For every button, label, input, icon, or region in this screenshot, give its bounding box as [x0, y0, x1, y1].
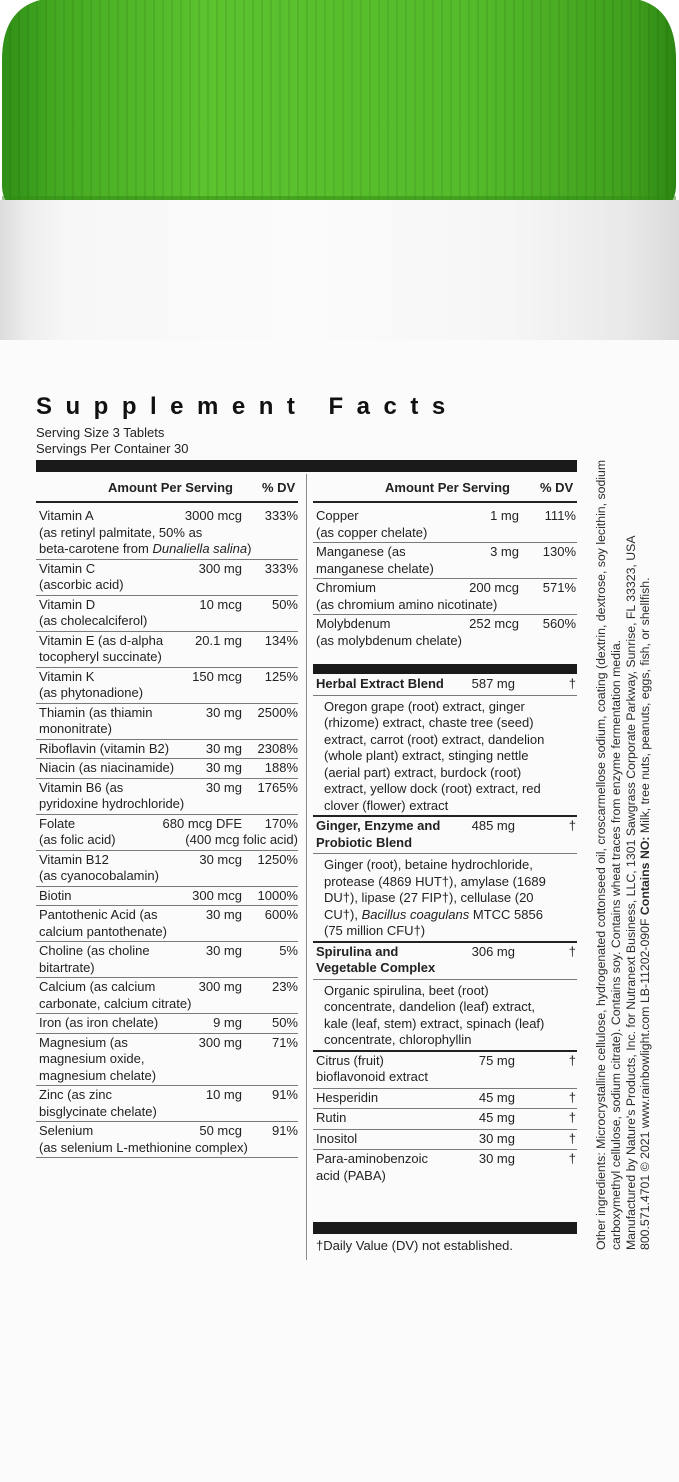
- blend-ingredients: DU†), lipase (27 FIP†), cellulase (20: [324, 890, 534, 905]
- nutrient-source: (as selenium L-methionine complex): [39, 1139, 248, 1155]
- row-divider: [36, 1121, 298, 1122]
- row-divider: [36, 814, 298, 815]
- blend-ingredients: (rhizome) extract, chaste tree (seed): [324, 715, 534, 730]
- mineral-source: (as molybdenum chelate): [316, 632, 462, 648]
- blend-ingredients: (75 million CFU†): [324, 923, 426, 938]
- mineral-amount: 252 mcg: [469, 616, 519, 631]
- nutrient-name: Riboflavin (vitamin B2): [39, 740, 170, 756]
- blend-end-rule: [313, 941, 577, 943]
- allergen-text: Milk, tree nuts, peanuts, eggs, fish, or shellfish.: [638, 577, 653, 837]
- nutrient-amount: 20.1 mg: [195, 632, 242, 648]
- nutrient-dv: 2308%: [257, 740, 298, 756]
- nutrient-dv: 1250%: [257, 851, 298, 867]
- mineral-name: Molybdenum: [316, 616, 391, 631]
- row-divider: [36, 778, 298, 779]
- nutrient-source: mononitrate): [39, 721, 112, 736]
- row-divider: [313, 1129, 577, 1130]
- dv-header-right: % DV: [540, 480, 574, 495]
- ingredient-dv: †: [568, 1130, 576, 1146]
- nutrient-source: (as phytonadione): [39, 685, 144, 700]
- nutrient-amount: 300 mg: [198, 979, 242, 994]
- ingredient-amount: 75 mg: [478, 1052, 515, 1068]
- blend-divider: [313, 695, 577, 696]
- ingredient-name: Para-aminobenzoic: [316, 1151, 429, 1166]
- nutrient-amount: 30 mg: [205, 943, 242, 958]
- nutrient-amount: 30 mg: [205, 740, 242, 756]
- nutrient-dv: 188%: [264, 760, 298, 775]
- nutrient-dv: 50%: [271, 1015, 298, 1030]
- blend-ingredients-part-1: Bacillus coagulans: [361, 906, 470, 922]
- nutrient-amount: 30 mcg: [199, 851, 242, 867]
- ingredient-name-cont: bioflavonoid extract: [316, 1069, 429, 1084]
- nutrient-name: Niacin (as niacinamide): [39, 760, 175, 775]
- nutrient-name: Calcium (as calcium: [39, 979, 156, 994]
- ingredient-dv: †: [568, 1089, 576, 1105]
- nutrient-amount: 10 mg: [205, 1087, 242, 1102]
- ingredient-amount: 45 mg: [478, 1110, 515, 1125]
- blend-section-rule: [313, 664, 577, 674]
- nutrient-dv: 1765%: [257, 779, 298, 795]
- nutrient-dv: 5%: [279, 943, 298, 958]
- nutrient-source: carbonate, calcium citrate): [39, 995, 192, 1011]
- row-divider: [313, 578, 577, 579]
- nutrient-amount: 10 mcg: [199, 596, 242, 612]
- nutrient-amount: 3000 mcg: [184, 508, 242, 523]
- nutrient-source: pyridoxine hydrochloride): [39, 796, 185, 811]
- row-divider: [36, 631, 298, 632]
- blend-divider: [313, 979, 577, 980]
- nutrient-source: (as retinyl palmitate, 50% as: [39, 524, 203, 540]
- nutrient-source: bisglycinate chelate): [39, 1103, 157, 1119]
- nutrient-source-cont: [39, 541, 251, 558]
- blend-name-cont: Probiotic Blend: [316, 834, 413, 850]
- contains-no-label: Contains NO:: [638, 836, 653, 916]
- blend-name: Ginger, Enzyme and: [316, 818, 441, 833]
- contact-allergen-line: [638, 370, 653, 1250]
- mineral-dv: 130%: [542, 544, 576, 559]
- row-divider: [36, 905, 298, 906]
- blend-dv: †: [568, 818, 576, 833]
- amount-header-right: Amount Per Serving: [385, 480, 510, 495]
- nutrient-dv: 23%: [271, 979, 298, 994]
- nutrient-source: calcium pantothenate): [39, 923, 167, 939]
- row-divider: [313, 614, 577, 615]
- row-divider: [36, 703, 298, 704]
- bottom-rule: [313, 1222, 577, 1234]
- ingredient-dv: †: [568, 1110, 576, 1125]
- row-divider: [313, 1108, 577, 1109]
- mineral-amount: 200 mcg: [469, 580, 519, 595]
- mineral-dv: 111%: [544, 508, 576, 523]
- blend-name: Spirulina and: [316, 943, 399, 959]
- nutrient-source: (as folic acid): [39, 832, 116, 847]
- mineral-dv: 560%: [542, 616, 576, 631]
- ingredient-name: Inositol: [316, 1130, 358, 1146]
- blend-ingredients-part-2: MTCC 5856: [469, 906, 543, 922]
- blend-ingredients-part-0: CU†),: [324, 906, 362, 922]
- nutrient-dv: 134%: [264, 632, 298, 648]
- nutrient-amount-detail: (400 mcg folic acid): [185, 832, 298, 847]
- blend-ingredients: kale (leaf, stem) extract, spinach (leaf): [324, 1015, 545, 1031]
- blend-ingredients: Ginger (root), betaine hydrochloride,: [324, 857, 533, 872]
- nutrient-amount: 30 mg: [205, 760, 242, 775]
- nutrient-dv: 600%: [264, 907, 298, 922]
- nutrient-source-cont-part-0: beta-carotene from: [39, 541, 153, 556]
- nutrient-dv: 2500%: [257, 704, 298, 720]
- row-divider: [36, 739, 298, 740]
- blend-ingredients: concentrate, dandelion (leaf) extract,: [324, 999, 536, 1014]
- ingredient-dv: †: [568, 1151, 576, 1166]
- nutrient-dv: 91%: [271, 1087, 298, 1102]
- nutrient-amount: 30 mg: [205, 704, 242, 720]
- row-divider: [36, 1157, 298, 1158]
- nutrient-source: tocopheryl succinate): [39, 649, 162, 664]
- mineral-dv: 571%: [542, 580, 576, 595]
- other-ingredients-line-2: carboxymethyl cellulose, sodium citrate). Contains soy. Contains wheat traces from enzyme fermentation media.: [608, 639, 623, 1250]
- row-divider: [36, 1013, 298, 1014]
- blend-ingredients: clover (flower) extract: [324, 797, 449, 813]
- ingredients-side-text: [594, 370, 664, 1250]
- nutrient-amount: 9 mg: [213, 1015, 242, 1030]
- manufacturer-line: Manufactured by Nature's Products, Inc. for Nutranext Business, LLC, 1301 Sawgrass Corporate Parkway, Sunrise, FL 33323, USA: [623, 535, 638, 1250]
- row-divider: [36, 1033, 298, 1034]
- blend-amount: 306 mg: [471, 943, 515, 959]
- nutrient-name: Vitamin D: [39, 596, 96, 612]
- ingredient-name: Citrus (fruit): [316, 1052, 384, 1068]
- nutrient-name: Vitamin B6 (as: [39, 779, 124, 795]
- row-divider: [36, 595, 298, 596]
- nutrient-name: Iron (as iron chelate): [39, 1015, 159, 1030]
- blend-ingredients: Organic spirulina, beet (root): [324, 982, 489, 998]
- nutrient-dv: 333%: [264, 560, 298, 576]
- header-rule-left: [36, 501, 298, 503]
- mineral-name: Copper: [316, 508, 359, 523]
- row-divider: [36, 758, 298, 759]
- nutrient-name: Pantothenic Acid (as: [39, 907, 158, 922]
- nutrient-amount: 50 mcg: [199, 1123, 242, 1138]
- nutrient-source: (as cyanocobalamin): [39, 868, 159, 883]
- row-divider: [313, 1149, 577, 1150]
- blend-ingredients: extract, yellow dock (root) extract, red: [324, 781, 541, 796]
- nutrient-amount: 150 mcg: [192, 668, 242, 684]
- nutrient-name: Thiamin (as thiamin: [39, 704, 153, 720]
- blend-ingredients: [324, 907, 543, 924]
- blend-ingredients: (whole plant) extract, stinging nettle: [324, 748, 529, 763]
- nutrient-source: bitartrate): [39, 959, 95, 975]
- ingredient-dv: †: [568, 1052, 576, 1068]
- mineral-source: manganese chelate): [316, 560, 434, 576]
- nutrient-name: Magnesium (as: [39, 1034, 128, 1050]
- nutrient-name: Vitamin A: [39, 508, 94, 523]
- nutrient-dv: 170%: [264, 815, 298, 831]
- nutrient-amount: 300 mg: [198, 560, 242, 576]
- row-divider: [36, 1085, 298, 1086]
- blend-dv: †: [568, 943, 576, 959]
- servings-per-container: Servings Per Container 30: [36, 441, 189, 456]
- ingredient-name: Rutin: [316, 1110, 347, 1125]
- header-rule-right: [313, 501, 577, 503]
- nutrient-name: Vitamin B12: [39, 851, 109, 867]
- nutrient-name: Vitamin K: [39, 668, 95, 684]
- mineral-name: Manganese (as: [316, 544, 406, 559]
- nutrient-dv: 125%: [264, 668, 298, 684]
- amount-header-left: Amount Per Serving: [108, 480, 233, 495]
- nutrient-name: Vitamin E (as d-alpha: [39, 632, 164, 648]
- nutrient-dv: 50%: [271, 596, 298, 612]
- nutrient-source: magnesium oxide,: [39, 1051, 145, 1066]
- dv-header-left: % DV: [262, 480, 296, 495]
- nutrient-amount: 300 mg: [198, 1034, 242, 1050]
- other-ingredients-line-1: Other ingredients: Microcrystalline cellulose, hydrogenated cottonseed oil, croscarmellose sodium, coating (dextrin, dextrose, soy lecithin, sodium: [594, 459, 608, 1250]
- blend-ingredients: Oregon grape (root) extract, ginger: [324, 698, 525, 714]
- mineral-source: (as copper chelate): [316, 524, 428, 540]
- row-divider: [36, 977, 298, 978]
- contact-text: 800.571.4701 © 2021 www.rainbowlight.com LB-11202-090F: [638, 915, 653, 1250]
- row-divider: [313, 542, 577, 543]
- blend-name-cont: Vegetable Complex: [316, 960, 436, 975]
- nutrient-dv: 1000%: [257, 887, 298, 903]
- nutrient-source-cont-part-2: ): [247, 541, 252, 556]
- blend-divider: [313, 853, 577, 854]
- row-divider: [36, 850, 298, 851]
- blend-amount: 587 mg: [471, 676, 515, 691]
- ingredient-amount: 30 mg: [478, 1130, 515, 1146]
- mineral-source: (as chromium amino nicotinate): [316, 596, 498, 612]
- row-divider: [36, 559, 298, 560]
- nutrient-name: Folate: [39, 815, 76, 831]
- column-divider: [306, 474, 307, 1260]
- supplement-facts-title: Supplement Facts: [36, 393, 459, 420]
- ingredient-name-cont: acid (PABA): [316, 1167, 386, 1183]
- blend-ingredients: protease (4869 HUT†), amylase (1689: [324, 873, 546, 889]
- nutrient-dv: 71%: [271, 1034, 298, 1050]
- nutrient-source-cont: magnesium chelate): [39, 1067, 157, 1083]
- nutrient-amount: 300 mcg: [192, 887, 242, 903]
- daily-value-note: †Daily Value (DV) not established.: [316, 1238, 514, 1253]
- nutrient-name: Biotin: [39, 887, 72, 903]
- mineral-name: Chromium: [316, 580, 376, 595]
- bottle-cap: [0, 0, 679, 210]
- nutrient-source: (as cholecalciferol): [39, 613, 148, 628]
- ingredient-amount: 45 mg: [478, 1089, 515, 1105]
- blend-end-rule: [313, 815, 577, 817]
- blend-amount: 485 mg: [471, 818, 515, 833]
- serving-size: Serving Size 3 Tablets: [36, 425, 165, 440]
- blend-dv: †: [568, 676, 576, 691]
- row-divider: [36, 667, 298, 668]
- mineral-amount: 1 mg: [490, 508, 519, 523]
- nutrient-name: Vitamin C: [39, 560, 96, 576]
- nutrient-source: (ascorbic acid): [39, 577, 124, 592]
- nutrient-name: Zinc (as zinc: [39, 1087, 112, 1102]
- nutrient-name: Choline (as choline: [39, 943, 150, 958]
- nutrient-amount: 30 mg: [205, 779, 242, 795]
- nutrient-amount: 30 mg: [205, 907, 242, 922]
- row-divider: [313, 1088, 577, 1089]
- nutrient-dv: 91%: [271, 1123, 298, 1138]
- blend-ingredients: extract, carrot (root) extract, dandelion: [324, 731, 545, 747]
- nutrient-name: Selenium: [39, 1123, 94, 1138]
- nutrient-dv: 333%: [264, 508, 298, 523]
- row-divider: [36, 886, 298, 887]
- mineral-amount: 3 mg: [490, 544, 519, 559]
- blend-name: Herbal Extract Blend: [316, 676, 444, 691]
- blend-ingredients: (aerial part) extract, burdock (root): [324, 764, 522, 780]
- blend-end-rule: [313, 1050, 577, 1052]
- ingredient-name: Hesperidin: [316, 1089, 379, 1105]
- row-divider: [36, 941, 298, 942]
- ingredient-amount: 30 mg: [478, 1151, 515, 1166]
- nutrient-source-cont-part-1: Dunaliella salina: [152, 541, 248, 556]
- blend-ingredients: concentrate, chlorophyllin: [324, 1032, 472, 1047]
- nutrient-amount: 680 mcg DFE: [162, 815, 242, 831]
- top-rule: [36, 460, 577, 472]
